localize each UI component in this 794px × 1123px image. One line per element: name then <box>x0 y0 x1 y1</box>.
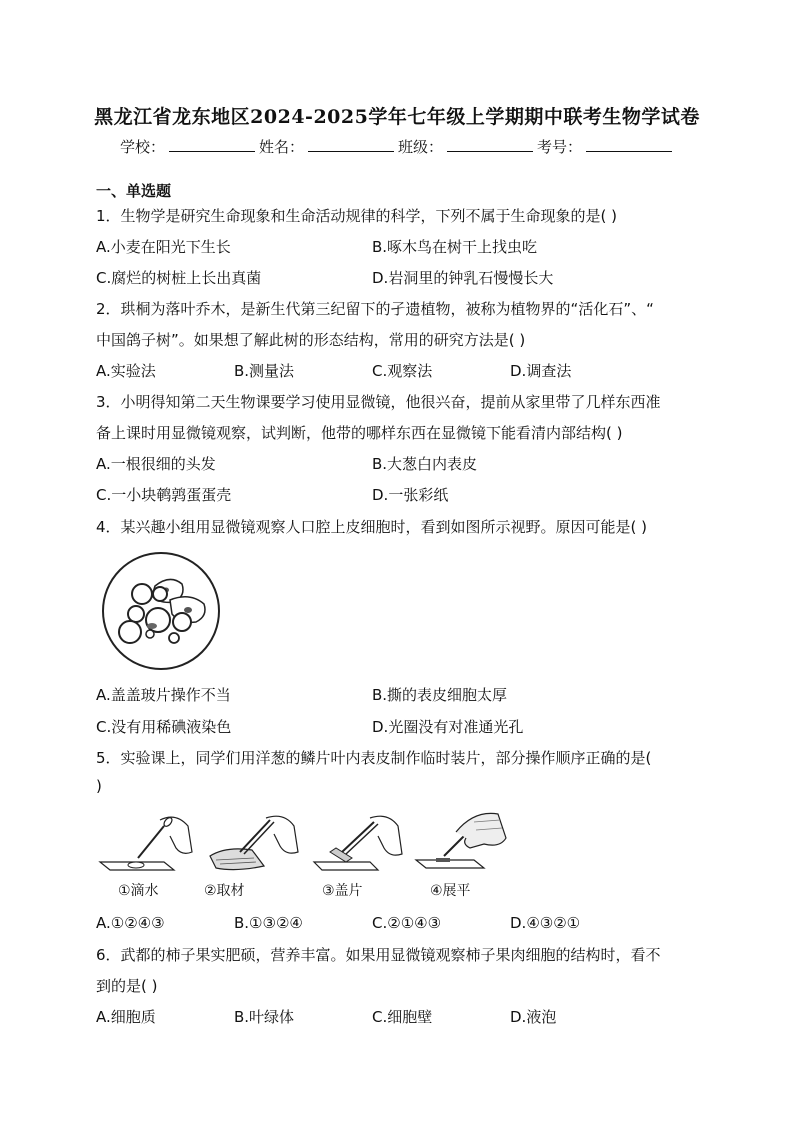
step-cover-slip-illustration <box>312 812 408 874</box>
water-drop <box>128 862 144 868</box>
page-title: 黑龙江省龙东地区2024-2025学年七年级上学期期中联考生物学试卷 <box>94 106 700 128</box>
q2-option-d: D.调查法 <box>510 362 572 380</box>
q5-option-b: B.①③②④ <box>234 914 303 932</box>
question-5-text-line1: 5．实验课上，同学们用洋葱的鳞片叶内表皮制作临时装片，部分操作顺序正确的是( <box>96 749 652 767</box>
step-take-material-illustration <box>206 812 302 874</box>
name-blank <box>308 135 394 152</box>
q2-option-a: A.实验法 <box>96 362 156 380</box>
air-bubble <box>132 584 152 604</box>
section-heading: 一、单选题 <box>96 182 172 200</box>
microscope-field-figure <box>100 550 222 672</box>
q4-option-d: D.光圈没有对准通光孔 <box>372 718 524 736</box>
exam-number-blank <box>586 135 672 152</box>
air-bubble <box>169 633 179 643</box>
step-drip-water-illustration <box>98 812 194 874</box>
q6-option-a: A.细胞质 <box>96 1008 156 1026</box>
school-blank <box>169 135 255 152</box>
glass-slide <box>314 862 378 870</box>
name-label: 姓名： <box>259 138 305 156</box>
question-1-text: 1．生物学是研究生命现象和生命活动规律的科学，下列不属于生命现象的是( ) <box>96 207 618 225</box>
question-5-text-line2: ) <box>96 777 102 795</box>
q5-option-c: C.②①④③ <box>372 914 442 932</box>
step-4-caption: ④展平 <box>430 883 471 899</box>
q4-option-b: B.撕的表皮细胞太厚 <box>372 686 508 704</box>
q6-option-b: B.叶绿体 <box>234 1008 295 1026</box>
question-6-text-line2: 到的是( ) <box>96 977 158 995</box>
q3-option-b: B.大葱白内表皮 <box>372 455 478 473</box>
class-label: 班级： <box>398 138 444 156</box>
q6-option-c: C.细胞壁 <box>372 1008 433 1026</box>
q3-option-c: C.一小块鹌鹑蛋蛋壳 <box>96 486 232 504</box>
hand-icon <box>266 816 298 853</box>
step-1-caption: ①滴水 <box>118 883 159 899</box>
school-label: 学校： <box>120 138 166 156</box>
air-bubble <box>153 587 167 601</box>
exam-number-label: 考号： <box>537 138 583 156</box>
question-3-text-line2: 备上课时用显微镜观察，试判断，他带的哪样东西在显微镜下能看清内部结构( ) <box>96 424 623 442</box>
cell-nucleus <box>184 607 192 613</box>
q1-option-d: D.岩洞里的钟乳石慢慢长大 <box>372 269 554 287</box>
q1-option-c: C.腐烂的树桩上长出真菌 <box>96 269 262 287</box>
specimen <box>436 858 450 862</box>
q3-option-a: A.一根很细的头发 <box>96 455 216 473</box>
q1-option-a: A.小麦在阳光下生长 <box>96 238 231 256</box>
q1-option-b: B.啄木鸟在树干上找虫吃 <box>372 238 538 256</box>
q6-option-d: D.液泡 <box>510 1008 557 1026</box>
cover-glass <box>330 848 352 862</box>
question-3-text-line1: 3．小明得知第二天生物课要学习使用显微镜，他很兴奋，提前从家里带了几样东西准 <box>96 393 661 411</box>
air-bubble <box>173 613 191 631</box>
step-2-caption: ②取材 <box>204 883 245 899</box>
tweezers-icon <box>342 822 374 852</box>
q5-option-a: A.①②④③ <box>96 914 165 932</box>
question-6-text-line1: 6．武都的柿子果实肥硕，营养丰富。如果用显微镜观察柿子果肉细胞的结构时，看不 <box>96 946 661 964</box>
question-2-text-line2: 中国鸽子树”。如果想了解此树的形态结构，常用的研究方法是( ) <box>96 331 526 349</box>
step-3-caption: ③盖片 <box>322 883 363 899</box>
cell-fragment <box>147 623 157 629</box>
dropper-icon <box>138 826 164 858</box>
q4-option-a: A.盖盖玻片操作不当 <box>96 686 231 704</box>
q3-option-d: D.一张彩纸 <box>372 486 449 504</box>
q2-option-b: B.测量法 <box>234 362 295 380</box>
student-info-row <box>120 135 676 157</box>
q2-option-c: C.观察法 <box>372 362 433 380</box>
q5-option-d: D.④③②① <box>510 914 581 932</box>
hand-icon <box>370 816 402 855</box>
air-bubble <box>146 630 154 638</box>
class-blank <box>447 135 533 152</box>
q4-option-c: C.没有用稀碘液染色 <box>96 718 232 736</box>
step-flatten-illustration <box>414 808 510 874</box>
air-bubble <box>119 621 141 643</box>
air-bubble <box>128 606 144 622</box>
tweezers-icon <box>240 820 270 852</box>
question-4-text: 4．某兴趣小组用显微镜观察人口腔上皮细胞时，看到如图所示视野。原因可能是( ) <box>96 518 648 536</box>
hand-icon <box>456 813 506 848</box>
question-2-text-line1: 2．珙桐为落叶乔木，是新生代第三纪留下的孑遗植物，被称为植物界的“活化石”、“ <box>96 300 654 318</box>
